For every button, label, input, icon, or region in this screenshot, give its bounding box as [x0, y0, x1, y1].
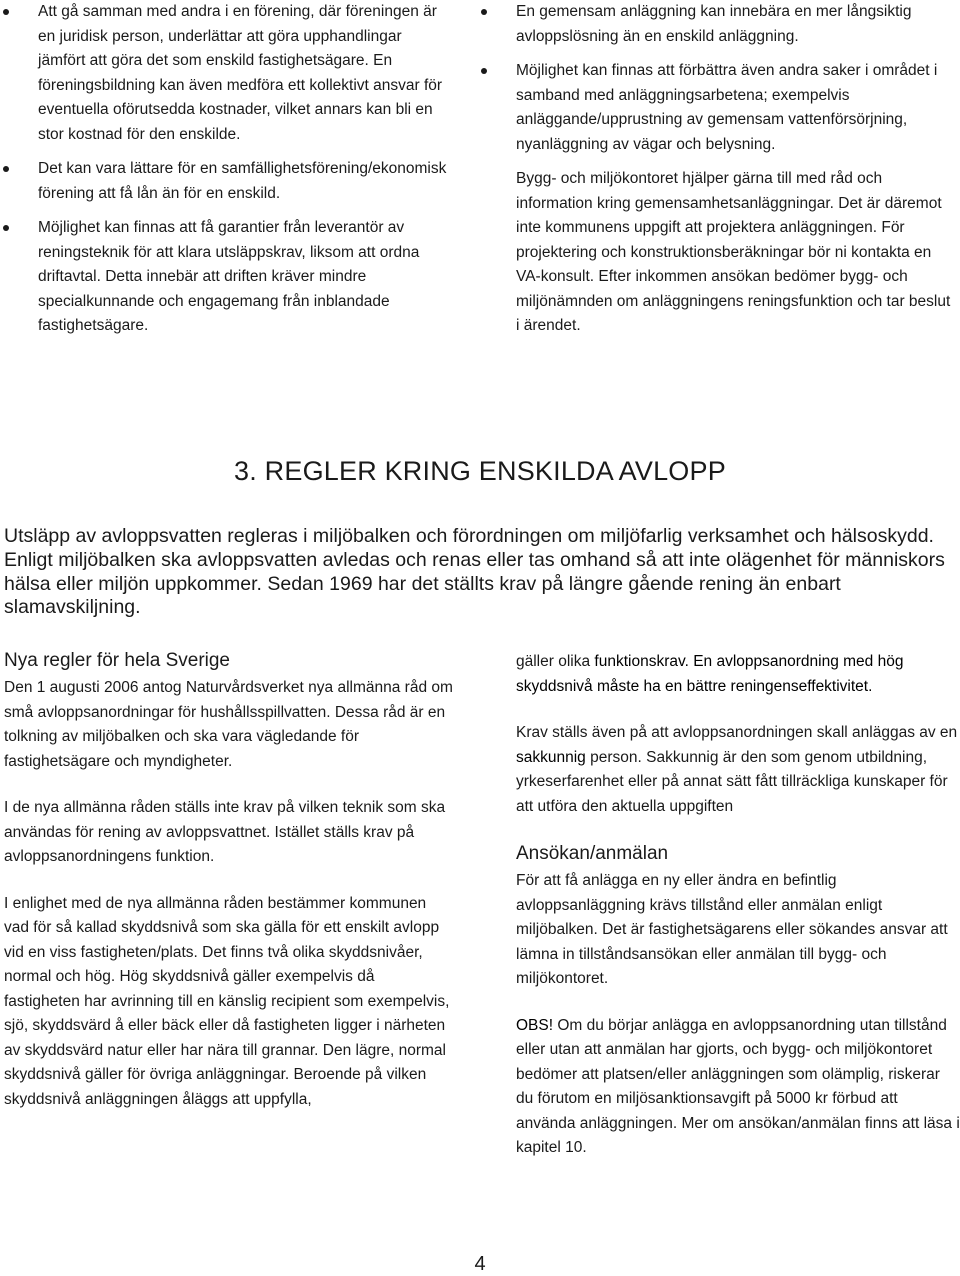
benefits-list-continued: [478, 0, 954, 157]
bullet-dot: [3, 9, 9, 15]
bullet-dot: [481, 9, 487, 15]
subheading-application: Ansökan/anmälan: [516, 843, 669, 864]
subheading-new-rules: Nya regler för hela Sverige: [4, 650, 230, 671]
section-heading: 3. REGLER KRING ENSKILDA AVLOPP: [234, 456, 726, 486]
page-number: 4: [474, 1253, 486, 1275]
paragraph: I de nya allmänna råden ställs inte krav på vilken teknik som ska användas för rening av avloppsvattnet. Istället ställs krav på avloppsanordningens funktion.: [4, 799, 446, 865]
emphasis: . En avloppsanordning med hög skyddsnivå måste ha en bättre reningenseffektivitet.: [516, 653, 904, 695]
list-item: Att gå samman med andra i en förening, där föreningen är en juridisk person, underlättar att göra upphandlingar jämfört att göra det som enskild fastighetsägare. En föreningsbildning kan även medföra ett kollektivt ansvar för eventuella oförutsedda kostnader, vilket annars kan bli en stor kostnad för den enskilde.: [0, 0, 450, 147]
paragraph: gäller olika funktionskrav. En avloppsanordning med hög skyddsnivå måste ha en bättre reningenseffektivitet.: [516, 653, 904, 695]
left-top-column: [0, 0, 450, 349]
list-item: Möjlighet kan finnas att få garantier från leverantör av reningsteknik för att klara utsläppskrav, liksom att ordna driftavtal. Detta innebär att driften kräver mindre specialkunnande och engagemang från inblandade fastighetsägare.: [0, 216, 450, 339]
paragraph: För att få anlägga en ny eller ändra en befintlig avloppsanläggning krävs tillstånd eller anmälan enligt miljöbalken. Det är fastighetsägarens eller sökandes ansvar att lämna in tillståndsansökan eller anmälan till bygg- och miljökontoret.: [516, 872, 948, 987]
benefits-list: [0, 0, 450, 339]
emphasis: sakkunnig: [516, 748, 586, 766]
list-item: Möjlighet kan finnas att förbättra även andra saker i området i samband med anläggningsarbetena; exempelvis anläggande/upprustning av gemensam vattenförsörjning, nyanläggning av vägar och belysning.: [478, 59, 954, 157]
obs-label: OBS!: [516, 1016, 554, 1034]
emphasis: funktionskrav: [594, 653, 685, 670]
bullet-dot: [3, 225, 9, 231]
left-bottom-column: [4, 648, 454, 1112]
bullet-dot: [481, 68, 487, 74]
right-top-column: [478, 0, 954, 339]
paragraph: Krav ställs även på att avloppsanordningen skall anläggas av en sakkunnig person. Sakkunnig är den som genom utbildning, yrkeserfarenhet eller på annat sätt fått tillräckliga kunskaper för att utföra den aktuella uppgiften: [516, 724, 958, 815]
paragraph: I enlighet med de nya allmänna råden bestämmer kommunen vad för så kallad skyddsnivå som ska gälla för ett enskilt avlopp vid en viss fastigheten/plats. Det finns två olika skyddsnivåer, normal och hög. Hög skyddsnivå gäller exempelvis då fastigheten har avrinning till en känslig recipient som exempelvis, sjö, skyddsvärd å eller bäck eller då fastigheten ligger i närheten av skyddsvärd natur eller har nära till grannar. Den lägre, normal skyddsnivå gäller för övriga anläggningar. Beroende på vilken skyddsnivå anläggningen åläggs att uppfylla,: [4, 894, 450, 1108]
intro-paragraph: Utsläpp av avloppsvatten regleras i miljöbalken och förordningen om miljöfarlig verksamhet och hälsoskydd. Enligt miljöbalken ska avloppsvatten avledas och renas eller tas omhand så att inte olägenhet för människors hälsa eller miljön uppkommer. Sedan 1969 har det ställts krav på längre gående rening än enbart slamavskiljning.: [4, 525, 945, 619]
list-item: En gemensam anläggning kan innebära en mer långsiktig avloppslösning än en enskild anläggning.: [478, 0, 954, 49]
right-bottom-column: [516, 650, 960, 1161]
paragraph: Den 1 augusti 2006 antog Naturvårdsverket nya allmänna råd om små avloppsanordningar för hushållsspillvatten. Dessa råd är en tolkning av miljöbalken och ska vara vägledande för fastighetsägare och myndigheter.: [4, 679, 453, 770]
bullet-dot: [3, 166, 9, 172]
paragraph: Bygg- och miljökontoret hjälper gärna till med råd och information kring gemensamhetsanläggningar. Det är däremot inte kommunens uppgift att projektera anläggningen. För projektering och konstruktionsberäkningar bör ni kontakta en VA-konsult. Efter inkommen ansökan bedömer bygg- och miljönämnden om anläggningens reningsfunktion och tar beslut i ärendet.: [516, 170, 951, 334]
list-item: Det kan vara lättare för en samfällighetsförening/ekonomisk förening att få lån än för en enskild.: [0, 157, 450, 206]
paragraph: OBS! Om du börjar anlägga en avloppsanordning utan tillstånd eller utan att anmälan har gjorts, och bygg- och miljökontoret bedömer att platsen/eller anläggningen som olämplig, riskerar du förutom en miljösanktionsavgift på 5000 kr förbud att använda anläggningen. Mer om ansökan/anmälan finns att läsa i kapitel 10.: [516, 1016, 960, 1156]
